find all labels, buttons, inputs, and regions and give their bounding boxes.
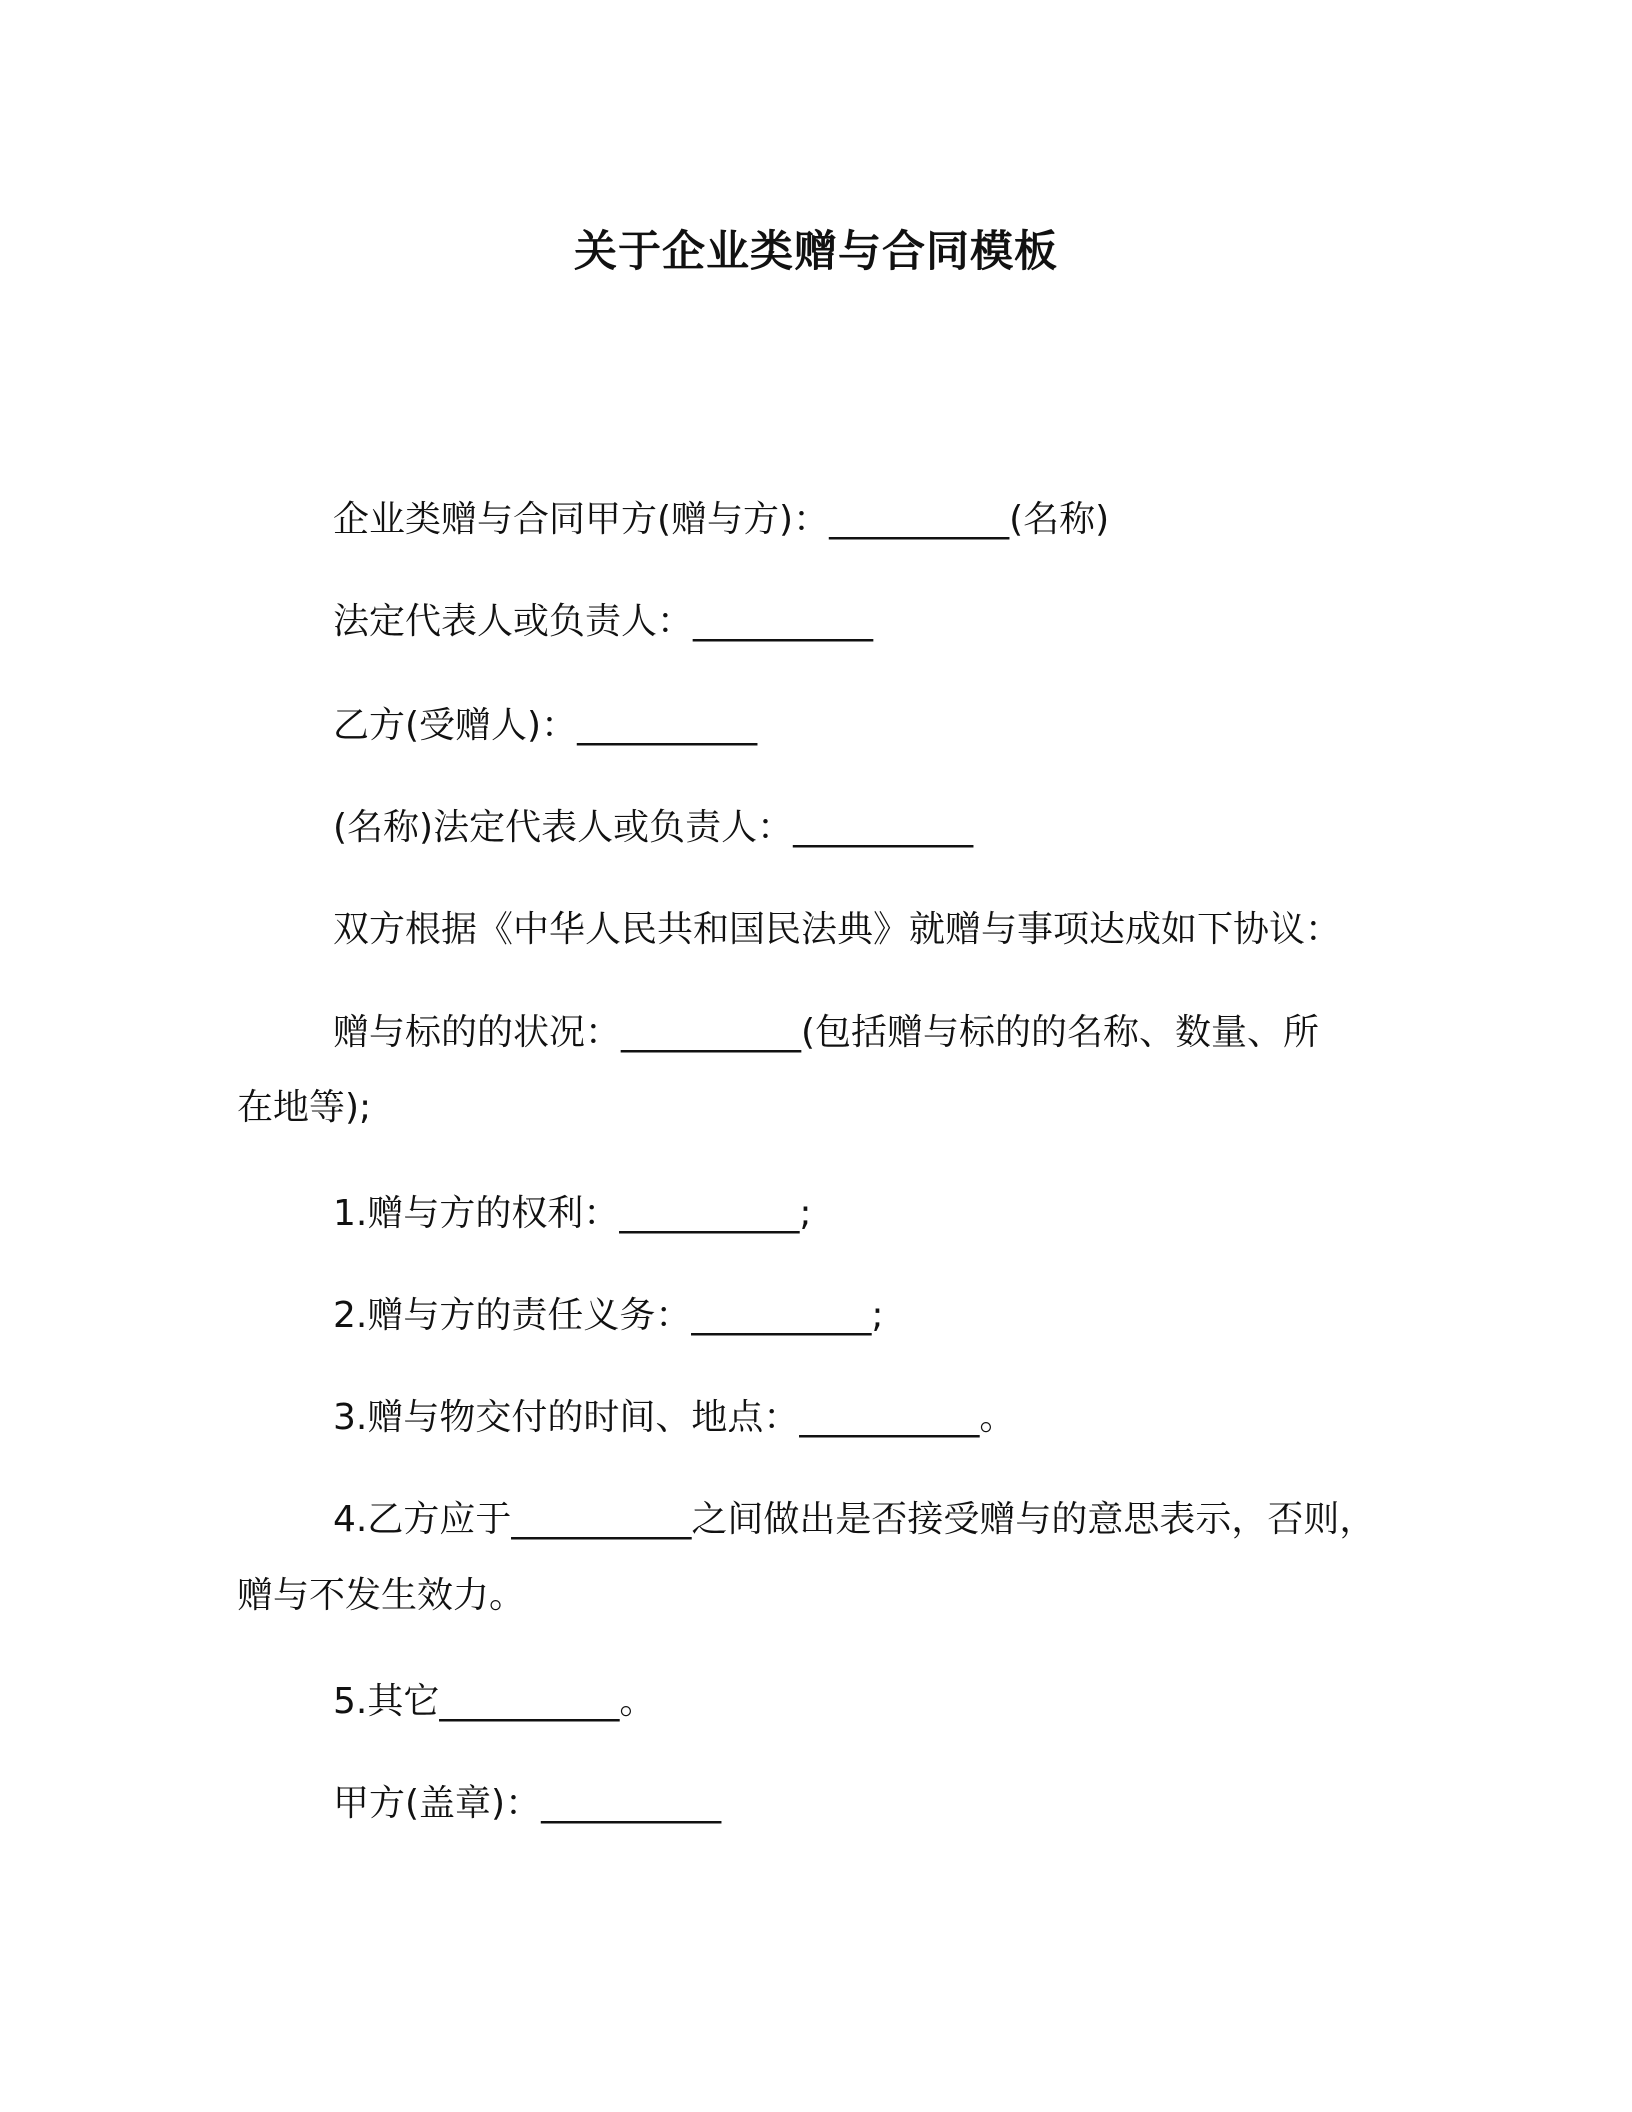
party-a-line: 企业类赠与合同甲方(赠与方)：__________(名称) (333, 499, 1110, 540)
agreement-intro-line: 双方根据《中华人民共和国民法典》就赠与事项达成如下协议： (333, 909, 1342, 950)
document-title: 关于企业类赠与合同模板 (574, 227, 1058, 277)
gift-subject-line: 赠与标的的状况：__________(包括赠与标的的名称、数量、所 (333, 1012, 1320, 1053)
clause-1: 1.赠与方的权利：__________; (333, 1193, 812, 1234)
party-a-seal-line: 甲方(盖章)：__________ (333, 1783, 722, 1824)
clause-5: 5.其它__________。 (333, 1681, 656, 1722)
party-b-representative-line: (名称)法定代表人或负责人：__________ (333, 807, 974, 848)
clause-4: 4.乙方应于__________之间做出是否接受赠与的意思表示，否则， (333, 1499, 1376, 1540)
clause-3: 3.赠与物交付的时间、地点：__________。 (333, 1397, 1016, 1438)
clause-4-continuation: 赠与不发生效力。 (237, 1575, 526, 1616)
party-a-representative-line: 法定代表人或负责人：__________ (333, 601, 874, 642)
party-b-line: 乙方(受赠人)：__________ (333, 705, 758, 746)
clause-2: 2.赠与方的责任义务：__________; (333, 1295, 884, 1336)
gift-subject-continuation: 在地等); (237, 1087, 372, 1128)
